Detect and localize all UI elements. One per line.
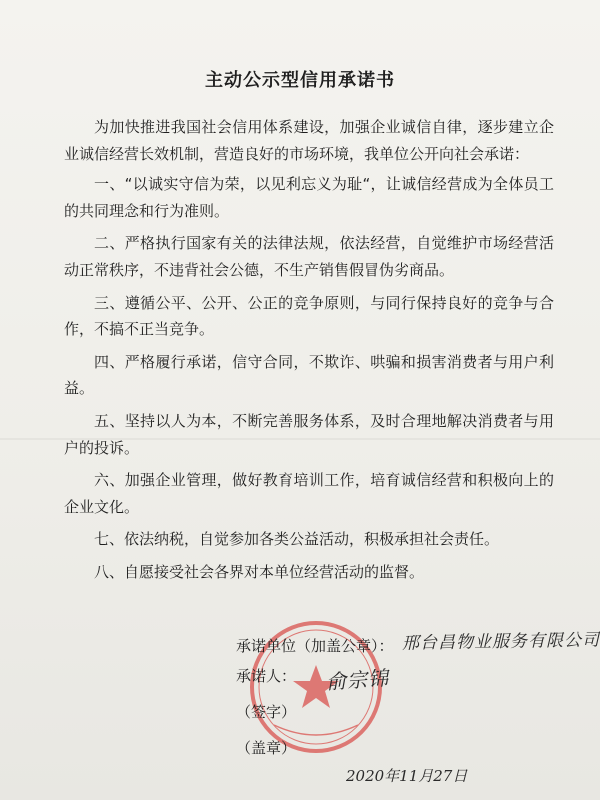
- person-label: 承诺人：: [236, 667, 297, 685]
- stamp-row: [236, 735, 576, 761]
- intro-paragraph: 为加快推进我国社会信用体系建设，加强企业诚信自律，逐步建立企业诚信经营长效机制，营造良好的市场环境，我单位公开向社会承诺：: [64, 118, 554, 163]
- commitment-4: 四、严格履行承诺，信守合同，不欺诈、哄骗和损害消费者与用户利益。: [64, 352, 554, 398]
- document-body: [64, 114, 554, 592]
- unit-row: [236, 630, 600, 659]
- document-title: 主动公示型信用承诺书: [205, 70, 395, 91]
- commitment-8: 八、自愿接受社会各界对本单位经营活动的监督。: [94, 562, 425, 581]
- sign-row: [236, 699, 576, 725]
- unit-handwritten: 邢台昌物业服务有限公司: [401, 630, 600, 654]
- person-row: [236, 663, 576, 695]
- commitment-3: 三、遵循公平、公开、公正的竞争原则，与同行保持良好的竞争与合作，不搞不正当竞争。: [64, 293, 554, 339]
- stamp-label: （盖章）: [236, 739, 297, 757]
- commitment-1: 一、“以诚实守信为荣，以见利忘义为耻“，让诚信经营成为全体员工的共同理念和行为准则。: [64, 175, 554, 220]
- sign-label: （签字）: [236, 703, 297, 721]
- commitment-6: 六、加强企业管理，做好教育培训工作，培育诚信经营和积极向上的企业文化。: [64, 471, 554, 516]
- commitment-7: 七、依法纳税，自觉参加各类公益活动，积极承担社会责任。: [94, 530, 500, 549]
- person-signature: 俞宗锦: [325, 665, 390, 695]
- commitment-5: 五、坚持以人为本，不断完善服务体系，及时合理地解决消费者与用户的投诉。: [64, 411, 554, 457]
- signoff-block: [236, 630, 600, 765]
- commitment-2: 二、严格执行国家有关的法律法规，依法经营，自觉维护市场经营活动正常秩序，不违背社会公德，不生产销售假冒伪劣商品。: [64, 234, 554, 279]
- handwritten-date: 2020年11月27日: [346, 767, 468, 785]
- unit-label: 承诺单位（加盖公章）：: [236, 637, 394, 655]
